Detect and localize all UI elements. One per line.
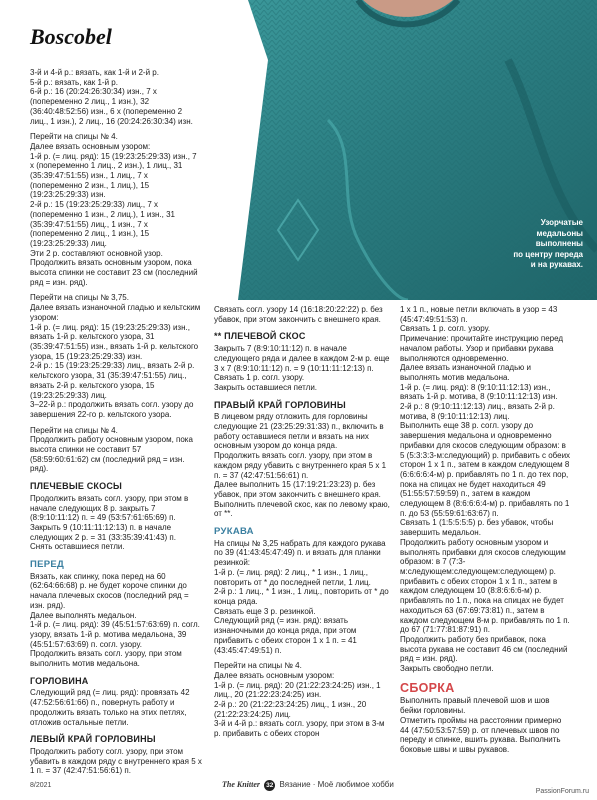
paragraph: Продолжить вязать согл. узору, при этом в начале следующих 8 р. закрыть 7 (8:9:10:11:12) п. = 49 (53:57:61:65:69) п. xyxy=(30,493,189,523)
section-heading: РУКАВА xyxy=(214,526,254,538)
section-heading: ЛЕВЫЙ КРАЙ ГОРЛОВИНЫ xyxy=(30,734,156,745)
paragraph: Связать еще 3 р. резинкой. xyxy=(214,606,316,616)
paragraph: В лицевом ряду отложить для горловины следующие 21 (23:25:29:31:33) п., включить в работу оставшиеся петли и вязать на них основным узором до конца ряда. xyxy=(214,412,384,451)
pattern-title: Boscobel xyxy=(30,24,112,49)
magazine-tagline: Вязание · Моё любимое хобби xyxy=(279,780,394,789)
paragraph: Далее вязать изнаночной гладью и кельтским узором: xyxy=(30,303,201,322)
paragraph: Следующий ряд (= лиц. ряд): провязать 42 (47:52:56:61:66) п., повернуть работу и продолжить вязать только на этих петлях, отложив остальные петли. xyxy=(30,688,190,727)
photo-caption xyxy=(471,218,583,271)
paragraph: Далее вязать основным узором: xyxy=(214,670,335,680)
paragraph: 1 х 1 п., новые петли включать в узор = 43 (45:47:49:51:53) п. xyxy=(400,305,558,324)
paragraph: 1-й р. (= лиц. ряд): 39 (45:51:57:63:69) п. согл. узору, вязать 1-й р. мотива медальона, 39 (45:51:57:63:69) п. согл. узору. xyxy=(30,620,200,649)
paragraph: 3–22-й р.: продолжить вязать согл. узору до завершения 22-го р. кельтского узора. xyxy=(30,400,194,419)
text-column-2 xyxy=(214,305,391,739)
paragraph: Перейти на спицы № 4. xyxy=(214,661,302,671)
paragraph: Продолжить работу основным узором и выполнять прибавки для скосов следующим образом: в 7 (7:3-м:следующем:следующем:следующем) р. прибавить с обеих сторон 1 х 1 п., затем в каждом следующем 10 (8:8:6:6:6-м) р. прибавлять по 1 п., пока на спицах не будет находиться 63 (67:69:73:81) п., затем в каждом следующем 8-м р. прибавлять по 1 п. до 67 (71:77:81:87:91) п. xyxy=(400,537,570,635)
page-footer xyxy=(0,774,597,800)
paragraph: Выполнить плечевой скос, как по левому краю, от **. xyxy=(214,499,390,519)
paragraph: 1-й р. (= лиц. ряд): 8 (9:10:11:12:13) изн., вязать 1-й р. мотива, 8 (9:10:11:12:13) изн. xyxy=(400,382,558,402)
paragraph: Примечание: прочитайте инструкцию перед началом работы. Узор и прибавки рукава выполняются одновременно. xyxy=(400,334,564,363)
magazine-brand xyxy=(222,780,394,791)
paragraph: Продолжить вязать основным узором, пока высота спинки не составит 23 см (последний ряд = изн. ряд). xyxy=(30,258,198,287)
paragraph: На спицы № 3,25 набрать для каждого рукава по 39 (41:43:45:47:49) п. и вязать для планки резинкой: xyxy=(214,538,386,568)
paragraph: Закрыть свободно петли. xyxy=(400,664,494,674)
paragraph: Продолжить работу основным узором, пока высота спинки не составит 57 (58:59:60:61:62) см (последний ряд = изн. ряд). xyxy=(30,435,193,474)
caption-line: по центру переда xyxy=(513,249,583,259)
paragraph: Снять оставшиеся петли. xyxy=(30,542,125,552)
paragraph: Отметить проймы на расстоянии примерно 44 (47:50:53:57:59) р. от плечевых швов по переду и спинке, вшить рукава. Выполнить боковые швы и швы рукавов. xyxy=(400,715,562,754)
section-heading: ПРАВЫЙ КРАЙ ГОРЛОВИНЫ xyxy=(214,399,346,410)
paragraph: 1-й р. (= лиц. ряд): 20 (21:22:23:24:25) изн., 1 лиц., 20 (21:22:23:24:25) изн. xyxy=(214,680,381,700)
text-column-3 xyxy=(400,305,572,755)
caption-line: выполнены xyxy=(535,239,583,248)
paragraph: Перейти на спицы № 3,75. xyxy=(30,293,129,303)
paragraph: Продолжить вязать согл. узору, при этом в каждом ряду убавить с внутреннего края 5 х 1 п. = 37 (42:47:51:56:61) п. xyxy=(214,451,387,480)
paragraph: 2-й р.: 15 (19:23:25:29:33) лиц., вязать 2-й р. кельтского узора, 31 (35:39:47:51:55) лиц., вязать 2-й р. кельтского узора, 15 (19:23:25:29:33) лиц. xyxy=(30,361,195,400)
paragraph: 2-й р.: 15 (19:23:25:29:33) лиц., 7 х (попеременно 1 изн., 2 лиц.), 1 изн., 31 (35:39:47:51:55) лиц., 1 изн., 7 х (попеременно 2 лиц., 1 изн.), 15 (19:23:25:29:33) лиц. xyxy=(30,200,175,248)
paragraph: 3-й и 4-й р.: вязать, как 1-й и 2-й р. xyxy=(30,68,159,77)
section-heading: ** ПЛЕЧЕВОЙ СКОС xyxy=(214,331,306,342)
section-heading: ПЕРЕД xyxy=(30,559,65,571)
paragraph: Следующий ряд (= изн. ряд): вязать изнаночными до конца ряда, при этом прибавить с обеих сторон 1 х 1 п. = 41 (43:45:47:49:51) п. xyxy=(214,616,357,655)
paragraph: Связать 1 р. согл. узору. xyxy=(400,324,491,334)
paragraph: Продолжить работу без прибавок, пока высота рукава не составит 46 см (последний ряд = изн. ряд). xyxy=(400,634,568,664)
caption-line: и на рукавах. xyxy=(530,260,583,269)
paragraph: Перейти на спицы № 4. xyxy=(30,425,118,435)
paragraph: Продолжить работу согл. узору, при этом убавить в каждом ряду с внутреннего края 5 х 1 п. = 37 (42:47:51:56:61) п. xyxy=(30,747,202,776)
paragraph: Связать 1 (1:5:5:5:5) р. без убавок, чтобы завершить медальон. xyxy=(400,518,554,538)
paragraph: Далее вязать основным узором: xyxy=(30,141,151,151)
paragraph: 1-й р. (= лиц. ряд): 15 (19:23:25:29:33) изн., вязать 1-й р. кельтского узора, 31 (35:39:47:51:55) изн., вязать 1-й р. кельтского узора, 15 (19:23:25:29:33) изн. xyxy=(30,322,199,361)
magazine-name: The Knitter xyxy=(222,780,261,789)
paragraph: Перейти на спицы № 4. xyxy=(30,132,118,142)
paragraph: 2-й р.: 20 (21:22:23:24:25) лиц., 1 изн., 20 (21:22:23:24:25) лиц. xyxy=(214,700,367,719)
paragraph: Продолжить вязать согл. узору, при этом выполнить мотив медальона. xyxy=(30,649,182,669)
site-watermark: PassionForum.ru xyxy=(535,788,589,795)
paragraph: Далее вязать изнаночной гладью и выполнять мотив медальона. xyxy=(400,363,531,382)
caption-line: Узорчатые xyxy=(540,218,583,227)
paragraph: Вязать, как спинку, пока перед на 60 (62:64:66:68) р. не будет короче спинки до начала плечевых скосов (последний ряд = изн. ряд). xyxy=(30,571,189,610)
paragraph: 3-й и 4-й р.: вязать согл. узору, при этом в 3-м р. прибавить с обеих сторон xyxy=(214,719,385,739)
issue-number: 8/2021 xyxy=(30,782,52,789)
section-heading: ГОРЛОВИНА xyxy=(30,675,89,686)
paragraph: Закрыть 7 (8:9:10:11:12) п. в начале следующего ряда и далее в каждом 2-м р. еще 3 х 7 (8:9:10:11:12) п. = 9 (10:11:11:12:13) п. xyxy=(214,344,390,373)
section-heading: ПЛЕЧЕВЫЕ СКОСЫ xyxy=(30,481,123,492)
paragraph: Далее выполнить 15 (17:19:21:23:23) р. без убавок, при этом закончить с внешнего края. xyxy=(214,480,381,499)
paragraph: 6-й р.: 16 (20:24:26:30:34) изн., 7 х (попеременно 2 лиц., 1 изн.), 32 (36:40:48:52:56) изн., 6 х (попеременно 2 лиц., 1 изн.), 2 лиц., 16 (20:24:26:30:34) изн. xyxy=(30,87,193,126)
sweater-photo xyxy=(208,0,597,300)
paragraph: 1-й р. (= лиц. ряд): 2 лиц., * 1 изн., 1 лиц., повторить от * до последней петли, 1 лиц. xyxy=(214,567,371,587)
paragraph: 2-й р.: 1 лиц., * 1 изн., 1 лиц., повторить от * до конца ряда. xyxy=(214,587,389,606)
section-heading: СБОРКА xyxy=(400,680,455,695)
paragraph: Связать согл. узору 14 (16:18:20:22:22) р. без убавок, при этом закончить с внешнего края. xyxy=(214,305,383,324)
paragraph: Выполнить правый плечевой шов и шов бейки горловины. xyxy=(400,696,550,716)
paragraph: Эти 2 р. составляют основной узор. xyxy=(30,248,163,258)
paragraph: Закрыть 9 (10:11:11:12:13) п. в начале следующих 2 р. = 31 (33:35:39:41:43) п. xyxy=(30,522,176,542)
paragraph: Выполнить еще 38 р. согл. узору до завершения медальона и одновременно прибавки для скосов следующим образом: в 5 (5:3:3:3-м:следующий) р. прибавить с обеих сторон 1 х 1 п., затем в каждом следующем 8 (6:6:6:6:4-м) р. прибавлять по 1 п. до тех пор, пока на спицах не будет находиться 49 (51:55:57:59:59) п., затем в каждом следующем 8 (8:6:6:6:4-м) р. прибавлять по 1 п. до 53 (55:59:61:63:67) п. xyxy=(400,421,571,518)
paragraph: 5-й р.: вязать, как 1-й р. xyxy=(30,77,118,87)
paragraph: 1-й р. (= лиц. ряд): 15 (19:23:25:29:33) изн., 7 х (попеременно 1 лиц., 2 изн.), 1 лиц., 31 (35:39:47:51:55) изн., 1 лиц., 7 х (попеременно 2 изн., 1 лиц.), 15 (19:23:25:29:33) изн. xyxy=(30,151,197,200)
caption-line: медальоны xyxy=(536,228,583,238)
paragraph: Связать 1 р. согл. узору. xyxy=(214,373,305,383)
paragraph: 2-й р.: 8 (9:10:11:12:13) лиц., вязать 2-й р. мотива, 8 (9:10:11:12:13) лиц. xyxy=(400,402,555,421)
page-number: 32 xyxy=(266,782,274,789)
paragraph: Далее выполнять медальон. xyxy=(30,610,137,620)
paragraph: Закрыть оставшиеся петли. xyxy=(214,382,318,392)
text-column-1 xyxy=(30,68,202,782)
